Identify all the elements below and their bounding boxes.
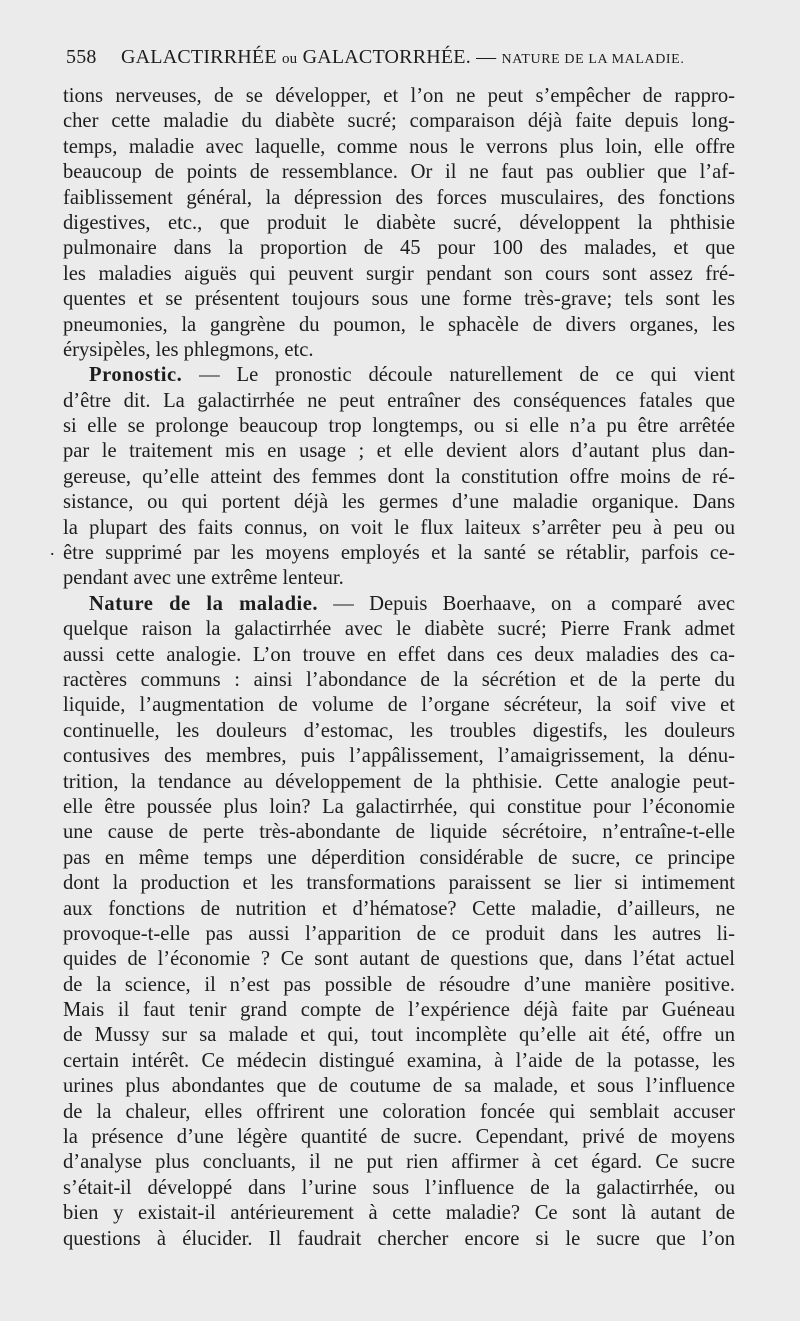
text-line: la présence d’une légère quantité de sucre. Cependant, privé de moyens [63,1126,735,1149]
rubric-pronostic: Pronostic. [89,364,183,387]
page-number: 558 [66,46,97,68]
text-line: faiblissement général, la dépression des forces musculaires, des fonctions [63,186,735,209]
text-line: — Depuis Boerhaave, on a comparé avec [333,592,735,615]
text-line: pendant avec une extrême lenteur. [63,567,344,590]
margin-mark: . [50,539,55,559]
text-line: temps, maladie avec laquelle, comme nous le verrons plus loin, elle offre [63,135,735,158]
text-line: gereuse, qu’elle atteint des femmes dont la constitution offre moins de ré- [63,465,735,488]
text-line: pulmonaire dans la proportion de 45 pour 100 des malades, et que [63,237,735,260]
text-line: elle être poussée plus loin? La galactirrhée, qui constitue pour l’économie [63,795,735,818]
text-line: de la chaleur, elles offrirent une coloration foncée qui semblait accuser [63,1100,735,1123]
text-line: par le traitement mis en usage ; et elle devient alors d’autant plus dan- [63,440,735,463]
text-line: si elle se prolonge beaucoup trop longtemps, ou si elle n’a pu être arrêtée [63,415,735,438]
text-line: bien y existait-il antérieurement à cette maladie? Ce sont là autant de [63,1202,735,1225]
text-line: certain intérêt. Ce médecin distingué examina, à l’aide de la potasse, les [63,1049,735,1072]
text-line: beaucoup de points de ressemblance. Or il ne faut pas oublier que l’af- [63,161,735,184]
text-line: de la science, il n’est pas possible de résoudre d’une manière positive. [63,973,735,996]
text-line: aussi cette analogie. L’on trouve en effet dans ces deux maladies des ca- [63,643,735,666]
text-line: continuelle, les douleurs d’estomac, les troubles digestifs, les douleurs [63,719,735,742]
text-line: Mais il faut tenir grand compte de l’expérience déjà faite par Guéneau [63,999,735,1022]
text-line: ractères communs : ainsi l’abondance de la sécrétion et de la perte du [63,668,735,691]
text-line: cher cette maladie du diabète sucré; comparaison déjà faite depuis long- [63,110,735,133]
header-dash: — [476,46,497,68]
nature-paragraph-start [63,592,735,617]
text-line: érysipèles, les phlegmons, etc. [63,338,314,361]
text-line: pneumonies, la gangrène du poumon, le sphacèle de divers organes, les [63,313,735,336]
text-line: dont la production et les transformations paraissent se lier si intimement [63,872,735,895]
text-line: la plupart des faits connus, on voit le flux laiteux s’arrêter peu à peu ou [63,516,735,539]
text-line: être supprimé par les moyens employés et la santé se rétablir, parfois ce- [63,542,735,565]
text-line: une cause de perte très-abondante de liquide sécrétoire, n’entraîne-t-elle [63,821,735,844]
text-line: quides de l’économie ? Ce sont autant de questions que, dans l’état actuel [63,948,735,971]
running-section-title: NATURE DE LA MALADIE. [501,52,685,67]
running-title-part2: GALACTORRHÉE. [302,46,471,68]
pronostic-paragraph-start [63,363,735,388]
text-line: tions nerveuses, de se développer, et l’on ne peut s’empêcher de rappro- [63,85,735,107]
text-line: — Le pronostic découle naturellement de ce qui vient [199,364,735,387]
running-header [66,46,736,69]
text-line: trition, la tendance au développement de la phthisie. Cette analogie peut- [63,770,735,793]
text-line: d’être dit. La galactirrhée ne peut entraîner des conséquences fatales que [63,389,735,412]
text-line: quentes et se présentent toujours sous une forme très-grave; tels sont les [63,288,735,311]
rubric-nature: Nature de la maladie. [89,592,319,615]
text-line: de Mussy sur sa malade et qui, tout incomplète qu’elle ait été, offre un [63,1024,735,1047]
text-line: digestives, etc., que produit le diabète sucré, développent la phthisie [63,211,735,234]
text-line: aux fonctions de nutrition et d’hématose? Cette maladie, d’ailleurs, ne [63,897,735,920]
text-line: liquide, l’augmentation de volume de l’organe sécréteur, la soif vive et [63,694,735,717]
text-line: pas en même temps une déperdition considérable de sucre, ce principe [63,846,735,869]
text-line: quelque raison la galactirrhée avec le diabète sucré; Pierre Frank admet [63,618,735,641]
running-title-ou: ou [281,51,298,67]
running-title-part1: GALACTIRRHÉE [121,46,277,68]
text-line: urines plus abondantes que de coutume de sa malade, et sous l’influence [63,1075,735,1098]
text-line: provoque-t-elle pas aussi l’apparition de ce produit dans les autres li- [63,922,735,945]
text-line: sistance, ou qui portent déjà les germes d’une maladie organique. Dans [63,491,735,514]
text-line: les maladies aiguës qui peuvent surgir pendant son cours sont assez fré- [63,262,735,285]
text-line: contusives des membres, puis l’appâlissement, l’amaigrissement, la dénu- [63,745,735,768]
text-line: questions à élucider. Il faudrait chercher encore si le sucre que l’on [63,1227,735,1250]
text-line: s’était-il développé dans l’urine sous l’influence de la galactirrhée, ou [63,1176,735,1199]
text-line: d’analyse plus concluants, il ne put rien affirmer à cet égard. Ce sucre [63,1151,735,1174]
body-text [63,84,735,1252]
